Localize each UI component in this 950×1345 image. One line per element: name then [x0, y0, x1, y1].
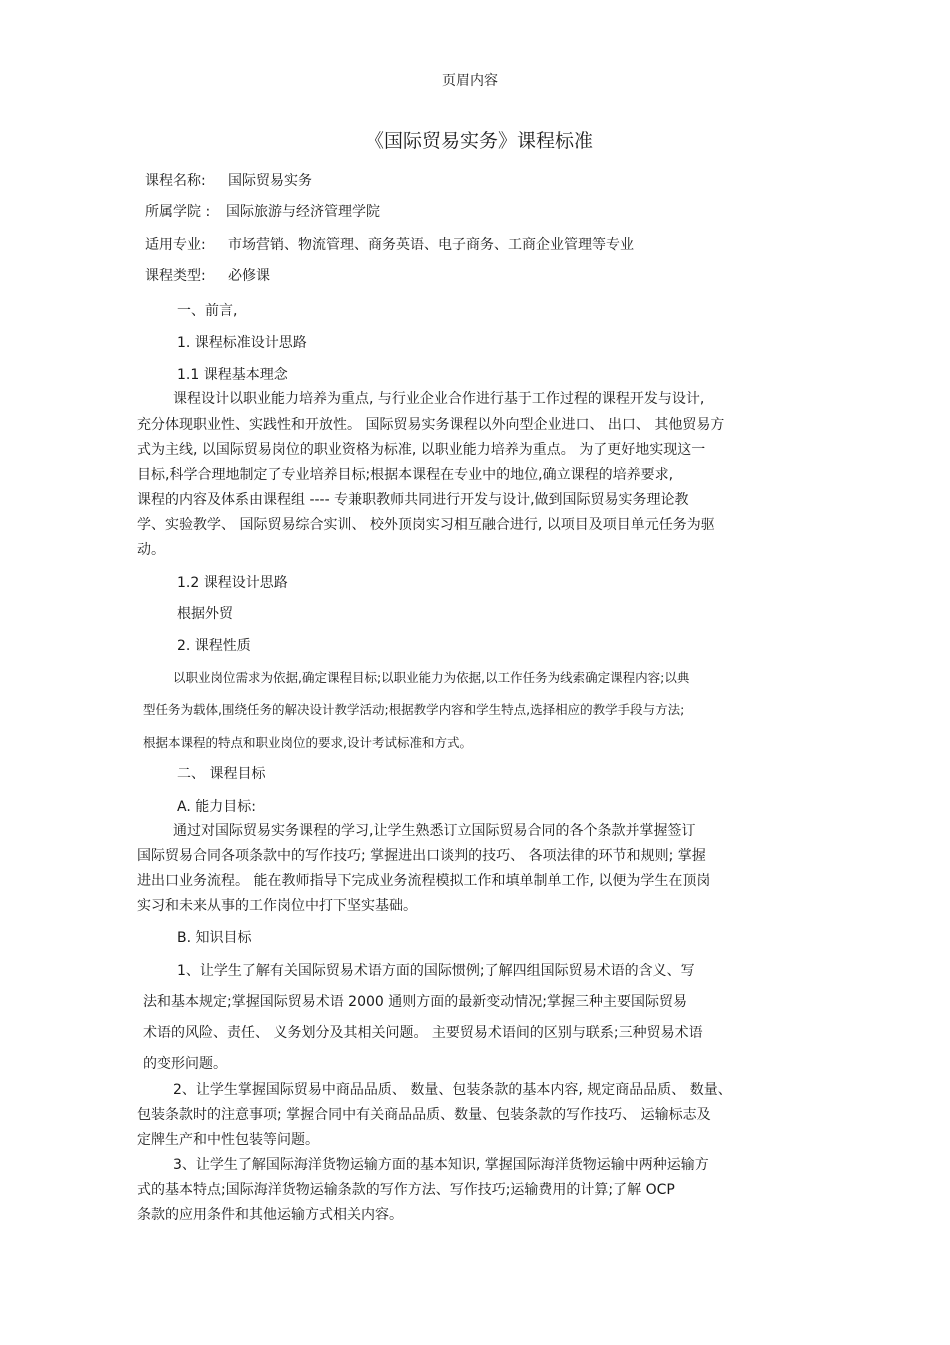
section-1-heading: 1. 课程标准设计思路	[177, 335, 307, 351]
paragraph-line: 3、让学生了解国际海洋货物运输方面的基本知识, 掌握国际海洋货物运输中两种运输方	[173, 1157, 709, 1173]
page-header: 页眉内容	[442, 73, 498, 89]
paragraph-line: 定牌生产和中性包装等问题。	[137, 1132, 319, 1148]
section-preface: 一、前言,	[177, 303, 238, 319]
paragraph-line: 根据外贸	[177, 606, 233, 622]
paragraph-line: 目标,科学合理地制定了专业培养目标;根据本课程在专业中的地位,确立课程的培养要求,	[137, 467, 674, 483]
paragraph-line: 学、实验教学、 国际贸易综合实训、 校外顶岗实习相互融合进行, 以项目及项目单元任务为驱	[137, 517, 715, 533]
info-label-college: 所属学院 :	[145, 204, 211, 220]
section-b-heading: B. 知识目标	[177, 930, 252, 946]
info-label-course-name: 课程名称:	[145, 173, 206, 189]
section-1-2-heading: 1.2 课程设计思路	[177, 575, 288, 591]
paragraph-line: 动。	[137, 542, 165, 558]
paragraph-line: 的变形问题。	[143, 1056, 227, 1072]
paragraph-line: 式的基本特点;国际海洋货物运输条款的写作方法、写作技巧;运输费用的计算;了解 OCP	[137, 1182, 675, 1198]
paragraph-line: 术语的风险、责任、 义务划分及其相关问题。 主要贸易术语间的区别与联系;三种贸易术语	[143, 1025, 703, 1041]
paragraph-line: 以职业岗位需求为依据,确定课程目标;以职业能力为依据,以工作任务为线索确定课程内容;以典	[173, 670, 690, 685]
paragraph-line: 进出口业务流程。 能在教师指导下完成业务流程模拟工作和填单制单工作, 以便为学生在顶岗	[137, 873, 711, 889]
info-value-type: 必修课	[228, 268, 270, 284]
document-title: 《国际贸易实务》课程标准	[365, 130, 594, 152]
info-value-course-name: 国际贸易实务	[228, 173, 312, 189]
info-value-college: 国际旅游与经济管理学院	[226, 204, 380, 220]
paragraph-line: 2、让学生掌握国际贸易中商品品质、 数量、包装条款的基本内容, 规定商品品质、 数量、	[173, 1082, 732, 1098]
paragraph-line: 国际贸易合同各项条款中的写作技巧; 掌握进出口谈判的技巧、 各项法律的环节和规则; 掌握	[137, 848, 706, 864]
paragraph-line: 实习和未来从事的工作岗位中打下坚实基础。	[137, 898, 417, 914]
paragraph-line: 型任务为载体,围绕任务的解决设计教学活动;根据教学内容和学生特点,选择相应的教学手段与方法;	[143, 702, 685, 717]
paragraph-line: 课程的内容及体系由课程组 ---- 专兼职教师共同进行开发与设计,做到国际贸易实务理论教	[137, 492, 689, 508]
section-2-heading: 2. 课程性质	[177, 638, 251, 654]
paragraph-line: 式为主线, 以国际贸易岗位的职业资格为标准, 以职业能力培养为重点。 为了更好地实现这一	[137, 442, 706, 458]
section-1-1-heading: 1.1 课程基本理念	[177, 367, 288, 383]
info-value-major: 市场营销、物流管理、商务英语、电子商务、工商企业管理等专业	[228, 237, 634, 253]
paragraph-line: 1、让学生了解有关国际贸易术语方面的国际惯例;了解四组国际贸易术语的含义、写	[177, 963, 695, 979]
paragraph-line: 课程设计以职业能力培养为重点, 与行业企业合作进行基于工作过程的课程开发与设计,	[173, 391, 705, 407]
section-goals-heading: 二、 课程目标	[177, 766, 266, 782]
paragraph-line: 充分体现职业性、实践性和开放性。 国际贸易实务课程以外向型企业进口、 出口、 其他贸易方	[137, 417, 725, 433]
section-a-heading: A. 能力目标:	[177, 799, 256, 815]
paragraph-line: 条款的应用条件和其他运输方式相关内容。	[137, 1207, 403, 1223]
info-label-type: 课程类型:	[145, 268, 206, 284]
paragraph-line: 根据本课程的特点和职业岗位的要求,设计考试标准和方式。	[143, 735, 472, 750]
paragraph-line: 包装条款时的注意事项; 掌握合同中有关商品品质、数量、包装条款的写作技巧、 运输标志及	[137, 1107, 711, 1123]
info-label-major: 适用专业:	[145, 237, 206, 253]
paragraph-line: 法和基本规定;掌握国际贸易术语 2000 通则方面的最新变动情况;掌握三种主要国际贸易	[143, 994, 687, 1010]
paragraph-line: 通过对国际贸易实务课程的学习,让学生熟悉订立国际贸易合同的各个条款并掌握签订	[173, 823, 696, 839]
